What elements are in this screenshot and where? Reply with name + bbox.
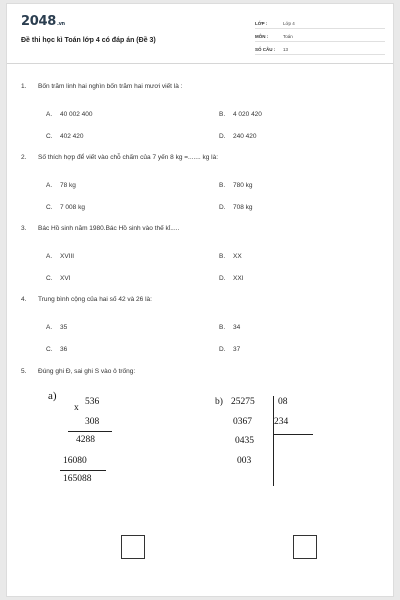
option-letter: D. bbox=[219, 275, 226, 282]
question-stem bbox=[21, 83, 381, 90]
logo-tld: .vn bbox=[56, 21, 65, 27]
question-text: Bốn trăm linh hai nghìn bốn trăm hai mươi viết là : bbox=[38, 83, 183, 90]
option-text: 40 002 400 bbox=[60, 111, 93, 118]
partial-product-2: 16080 bbox=[63, 456, 87, 466]
option-d[interactable] bbox=[219, 133, 257, 140]
option-text: 37 bbox=[233, 346, 241, 353]
option-text: XVI bbox=[60, 275, 71, 282]
option-c[interactable] bbox=[46, 133, 84, 140]
option-letter: D. bbox=[219, 133, 226, 140]
meta-key: MÔN : bbox=[255, 34, 269, 39]
option-text: 7 008 kg bbox=[60, 204, 85, 211]
question-text: Bác Hồ sinh năm 1980.Bác Hồ sinh vào thế kỉ..... bbox=[38, 225, 180, 232]
option-letter: D. bbox=[219, 346, 226, 353]
multiplicand: 536 bbox=[85, 397, 100, 407]
option-letter: C. bbox=[46, 346, 53, 353]
question-number: 3. bbox=[21, 225, 27, 232]
option-d[interactable] bbox=[219, 346, 240, 353]
option-a[interactable] bbox=[46, 253, 74, 260]
option-c[interactable] bbox=[46, 275, 70, 282]
header-divider bbox=[7, 63, 393, 64]
option-c[interactable] bbox=[46, 204, 85, 211]
addition-line bbox=[60, 470, 106, 471]
option-text: 35 bbox=[60, 324, 68, 331]
quotient: 234 bbox=[274, 417, 289, 427]
part-b-label: b) bbox=[215, 397, 223, 407]
option-d[interactable] bbox=[219, 275, 243, 282]
option-text: 240 420 bbox=[233, 133, 257, 140]
divisor: 08 bbox=[278, 397, 288, 407]
question-4 bbox=[21, 296, 381, 353]
exam-title: Đề thi học kì Toán lớp 4 có đáp án (Đề 3) bbox=[21, 37, 156, 44]
option-c[interactable] bbox=[46, 346, 67, 353]
exam-page bbox=[6, 3, 394, 597]
option-b[interactable] bbox=[219, 182, 253, 189]
option-letter: A. bbox=[46, 111, 53, 118]
question-number: 4. bbox=[21, 296, 27, 303]
option-letter: B. bbox=[219, 111, 226, 118]
option-letter: A. bbox=[46, 253, 53, 260]
meta-value: Toán bbox=[283, 34, 293, 39]
remainder-step-2: 0435 bbox=[235, 436, 254, 446]
dividend: 25275 bbox=[231, 397, 255, 407]
partial-product-1: 4288 bbox=[76, 435, 95, 445]
multiply-sign: x bbox=[74, 403, 79, 413]
option-a[interactable] bbox=[46, 324, 67, 331]
site-logo[interactable] bbox=[21, 14, 65, 29]
meta-key: LỚP : bbox=[255, 21, 268, 26]
option-text: 708 kg bbox=[233, 204, 253, 211]
multiplication-result: 165088 bbox=[63, 474, 92, 484]
question-stem bbox=[21, 225, 381, 232]
option-a[interactable] bbox=[46, 182, 76, 189]
option-letter: B. bbox=[219, 253, 226, 260]
meta-value: 13 bbox=[283, 47, 289, 52]
option-text: XX bbox=[233, 253, 242, 260]
question-stem bbox=[21, 154, 381, 161]
option-text: XXI bbox=[233, 275, 244, 282]
question-stem bbox=[21, 296, 381, 303]
question-number: 1. bbox=[21, 83, 27, 90]
option-text: 4 020 420 bbox=[233, 111, 262, 118]
option-text: 36 bbox=[60, 346, 68, 353]
option-b[interactable] bbox=[219, 324, 240, 331]
question-text: Số thích hợp để viết vào chỗ chấm của 7 yến 8 kg =....... kg là: bbox=[38, 154, 219, 161]
question-number: 2. bbox=[21, 154, 27, 161]
option-a[interactable] bbox=[46, 111, 93, 118]
option-text: 34 bbox=[233, 324, 241, 331]
option-b[interactable] bbox=[219, 253, 242, 260]
meta-value: Lớp 4 bbox=[283, 21, 295, 26]
question-5 bbox=[21, 368, 381, 375]
option-letter: C. bbox=[46, 204, 53, 211]
logo-text: 2048 bbox=[21, 14, 56, 29]
option-b[interactable] bbox=[219, 111, 262, 118]
option-text: 402 420 bbox=[60, 133, 84, 140]
option-letter: C. bbox=[46, 133, 53, 140]
part-a-label: a) bbox=[48, 390, 57, 402]
meta-row-count bbox=[255, 42, 385, 55]
exam-meta bbox=[255, 16, 385, 55]
division-vertical-line bbox=[273, 396, 274, 486]
option-letter: A. bbox=[46, 324, 53, 331]
remainder-step-3: 003 bbox=[237, 456, 252, 466]
question-3 bbox=[21, 225, 381, 282]
option-letter: B. bbox=[219, 324, 226, 331]
meta-key: SỐ CÂU : bbox=[255, 47, 276, 52]
question-number: 5. bbox=[21, 368, 27, 375]
option-text: XVIII bbox=[60, 253, 75, 260]
option-text: 78 kg bbox=[60, 182, 76, 189]
question-2 bbox=[21, 154, 381, 211]
option-letter: A. bbox=[46, 182, 53, 189]
answer-box-a[interactable] bbox=[121, 535, 145, 559]
answer-box-b[interactable] bbox=[293, 535, 317, 559]
multiplier: 308 bbox=[85, 417, 100, 427]
option-text: 780 kg bbox=[233, 182, 253, 189]
option-d[interactable] bbox=[219, 204, 253, 211]
multiplication-line bbox=[68, 431, 112, 432]
meta-row-class bbox=[255, 16, 385, 29]
question-stem bbox=[21, 368, 381, 375]
question-1 bbox=[21, 83, 381, 140]
question-text: Đúng ghi Đ, sai ghi S vào ô trống: bbox=[38, 368, 136, 375]
remainder-step-1: 0367 bbox=[233, 417, 252, 427]
option-letter: B. bbox=[219, 182, 226, 189]
meta-row-subject bbox=[255, 29, 385, 42]
division-horizontal-line bbox=[273, 434, 313, 435]
option-letter: C. bbox=[46, 275, 53, 282]
question-text: Trung bình cộng của hai số 42 và 26 là: bbox=[38, 296, 152, 303]
option-letter: D. bbox=[219, 204, 226, 211]
